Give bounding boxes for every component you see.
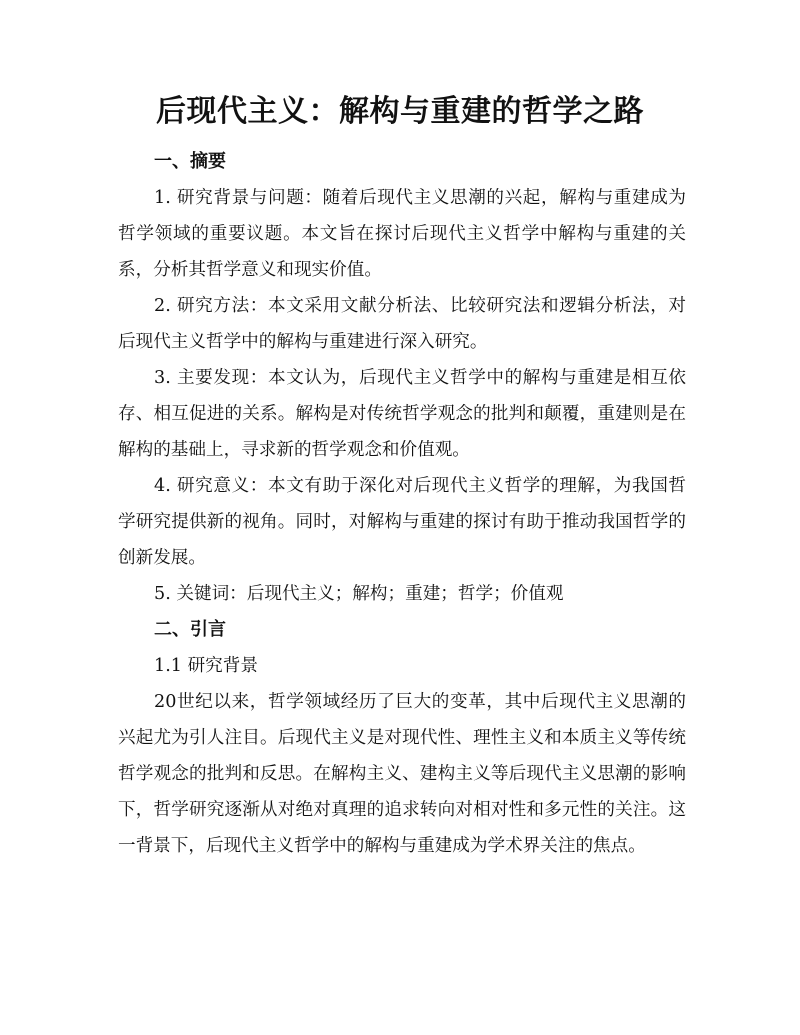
abstract-item-keywords: 5. 关键词：后现代主义；解构；重建；哲学；价值观 <box>154 584 564 604</box>
subsection-heading-background: 1.1 研究背景 <box>154 656 258 676</box>
section-heading-abstract: 一、摘要 <box>154 151 226 172</box>
abstract-item-method: 2. 研究方法：本文采用文献分析法、比较研究法和逻辑分析法，对后现代主义哲学中的解构与重建进行深入研究。 <box>118 296 686 352</box>
document-title: 后现代主义：解构与重建的哲学之路 <box>156 94 644 129</box>
abstract-item-significance: 4. 研究意义：本文有助于深化对后现代主义哲学的理解，为我国哲学研究提供新的视角。同时，对解构与重建的探讨有助于推动我国哲学的创新发展。 <box>118 476 686 568</box>
abstract-item-background: 1. 研究背景与问题：随着后现代主义思潮的兴起，解构与重建成为哲学领域的重要议题。本文旨在探讨后现代主义哲学中解构与重建的关系，分析其哲学意义和现实价值。 <box>118 188 686 280</box>
section-heading-introduction: 二、引言 <box>154 619 226 640</box>
document-body <box>118 144 686 864</box>
introduction-paragraph: 20世纪以来，哲学领域经历了巨大的变革，其中后现代主义思潮的兴起尤为引人注目。后现代主义是对现代性、理性主义和本质主义等传统哲学观念的批判和反思。在解构主义、建构主义等后现代主义思潮的影响下，哲学研究逐渐从对绝对真理的追求转向对相对性和多元性的关注。这一背景下，后现代主义哲学中的解构与重建成为学术界关注的焦点。 <box>118 692 686 856</box>
abstract-item-findings: 3. 主要发现：本文认为，后现代主义哲学中的解构与重建是相互依存、相互促进的关系。解构是对传统哲学观念的批判和颠覆，重建则是在解构的基础上，寻求新的哲学观念和价值观。 <box>118 368 686 460</box>
